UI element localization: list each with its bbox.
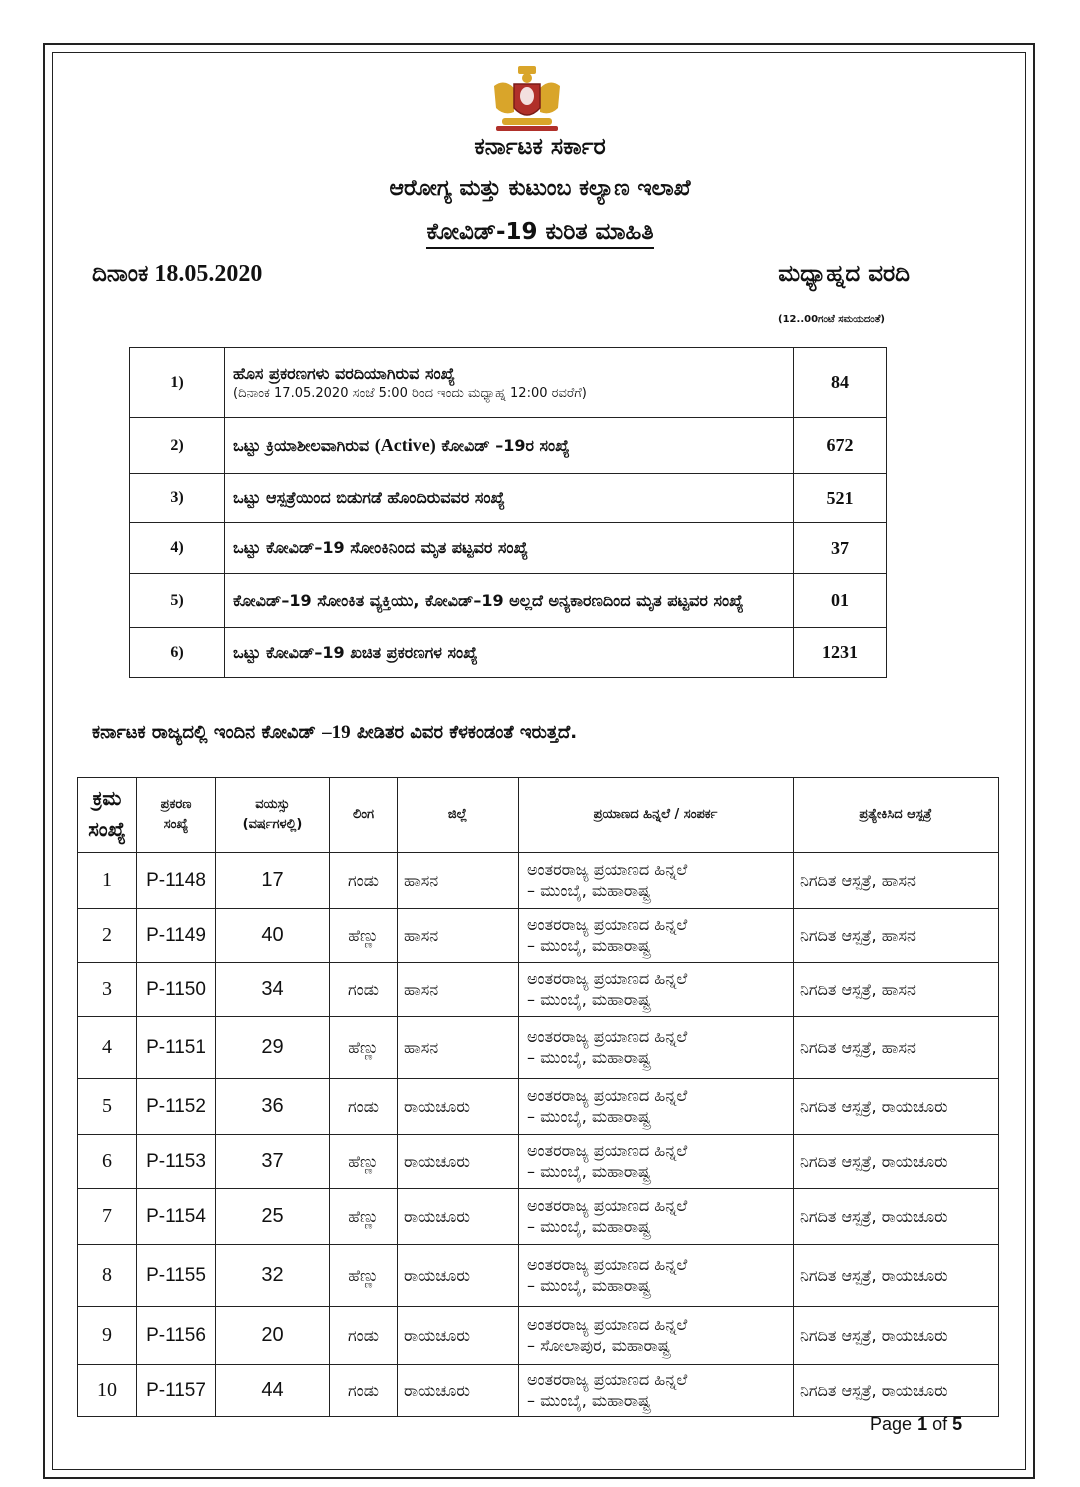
summary-value: 01 bbox=[794, 574, 887, 628]
cell-hospital: ನಿಗದಿತ ಆಸ್ಪತ್ರೆ, ರಾಯಚೂರು bbox=[794, 1189, 999, 1245]
date-label: ದಿನಾಂಕ bbox=[92, 261, 149, 287]
cell-age: 36 bbox=[216, 1079, 330, 1135]
case-details-intro bbox=[92, 722, 577, 744]
summary-index: 3) bbox=[130, 474, 225, 523]
page-number: 1 bbox=[917, 1414, 928, 1434]
travel-line-2: – ಮುಂಬೈ, ಮಹಾರಾಷ್ಟ್ರ bbox=[527, 935, 651, 955]
cell-travel-history bbox=[519, 853, 794, 909]
cell-age: 37 bbox=[216, 1135, 330, 1189]
cell-travel-history bbox=[519, 909, 794, 963]
cell-hospital: ನಿಗದಿತ ಆಸ್ಪತ್ರೆ, ಹಾಸನ bbox=[794, 1017, 999, 1079]
travel-line-1: ಅಂತರರಾಜ್ಯ ಪ್ರಯಾಣದ ಹಿನ್ನಲೆ bbox=[527, 1195, 688, 1215]
cell-age: 20 bbox=[216, 1307, 330, 1365]
summary-index: 2) bbox=[130, 418, 225, 474]
travel-line-2: – ಮುಂಬೈ, ಮಹಾರಾಷ್ಟ್ರ bbox=[527, 1161, 651, 1181]
cell-travel-history bbox=[519, 1135, 794, 1189]
travel-line-1: ಅಂತರರಾಜ್ಯ ಪ್ರಯಾಣದ ಹಿನ್ನಲೆ bbox=[527, 1254, 688, 1274]
intro-num: –19 bbox=[322, 722, 351, 743]
header-serial-l1: ಕ್ರಮ bbox=[92, 788, 122, 810]
cell-age: 25 bbox=[216, 1189, 330, 1245]
travel-line-1: ಅಂತರರಾಜ್ಯ ಪ್ರಯಾಣದ ಹಿನ್ನಲೆ bbox=[527, 968, 688, 988]
summary-index: 6) bbox=[130, 628, 225, 678]
cell-travel-history bbox=[519, 963, 794, 1017]
report-type: ಮಧ್ಯಾಹ್ನದ ವರದಿ bbox=[778, 261, 910, 287]
cell-hospital: ನಿಗದಿತ ಆಸ್ಪತ್ರೆ, ಹಾಸನ bbox=[794, 853, 999, 909]
cell-case-number: P-1152 bbox=[137, 1079, 216, 1135]
summary-value: 521 bbox=[794, 474, 887, 523]
cell-case-number: P-1154 bbox=[137, 1189, 216, 1245]
cell-travel-history bbox=[519, 1365, 794, 1417]
cell-district: ರಾಯಚೂರು bbox=[398, 1135, 519, 1189]
cell-serial: 9 bbox=[78, 1307, 137, 1365]
header-age-l1: ವಯಸ್ಸು bbox=[255, 796, 290, 812]
cell-hospital: ನಿಗದಿತ ಆಸ್ಪತ್ರೆ, ರಾಯಚೂರು bbox=[794, 1365, 999, 1417]
travel-line-1: ಅಂತರರಾಜ್ಯ ಪ್ರಯಾಣದ ಹಿನ್ನಲೆ bbox=[527, 1314, 688, 1334]
table-row bbox=[78, 1245, 999, 1307]
cell-travel-history bbox=[519, 1307, 794, 1365]
summary-value: 37 bbox=[794, 523, 887, 574]
travel-line-1: ಅಂತರರಾಜ್ಯ ಪ್ರಯಾಣದ ಹಿನ್ನಲೆ bbox=[527, 1026, 688, 1046]
header-age bbox=[216, 778, 330, 853]
summary-label: ಒಟ್ಟು ಕೋವಿಡ್–19 ಖಚಿತ ಪ್ರಕರಣಗಳ ಸಂಖ್ಯೆ bbox=[225, 628, 794, 678]
date-value: 18.05.2020 bbox=[154, 261, 263, 287]
cell-serial: 10 bbox=[78, 1365, 137, 1417]
cell-sex: ಹೆಣ್ಣು bbox=[330, 909, 398, 963]
summary-index: 5) bbox=[130, 574, 225, 628]
cell-travel-history bbox=[519, 1245, 794, 1307]
cell-sex: ಗಂಡು bbox=[330, 1365, 398, 1417]
table-row bbox=[78, 853, 999, 909]
travel-line-2: – ಮುಂಬೈ, ಮಹಾರಾಷ್ಟ್ರ bbox=[527, 1047, 651, 1067]
cell-sex: ಗಂಡು bbox=[330, 963, 398, 1017]
cases-header-row bbox=[78, 778, 999, 853]
travel-line-1: ಅಂತರರಾಜ್ಯ ಪ್ರಯಾಣದ ಹಿನ್ನಲೆ bbox=[527, 1369, 688, 1389]
travel-line-2: – ಮುಂಬೈ, ಮಹಾರಾಷ್ಟ್ರ bbox=[527, 1216, 651, 1236]
travel-line-1: ಅಂತರರಾಜ್ಯ ಪ್ರಯಾಣದ ಹಿನ್ನಲೆ bbox=[527, 1140, 688, 1160]
header-serial bbox=[78, 778, 137, 853]
summary-row bbox=[130, 574, 887, 628]
summary-label-active: (Active) bbox=[374, 435, 436, 456]
cell-district: ಹಾಸನ bbox=[398, 1017, 519, 1079]
header-case-l2: ಸಂಖ್ಯೆ bbox=[163, 817, 189, 832]
cell-case-number: P-1156 bbox=[137, 1307, 216, 1365]
cell-age: 40 bbox=[216, 909, 330, 963]
summary-label: ಒಟ್ಟು ಕೋವಿಡ್–19 ಸೋಂಕಿನಿಂದ ಮೃತ ಪಟ್ಟವರ ಸಂಖ್ಯೆ bbox=[225, 523, 794, 574]
cell-sex: ಗಂಡು bbox=[330, 1079, 398, 1135]
summary-value: 84 bbox=[794, 348, 887, 418]
travel-line-2: – ಸೋಲಾಪುರ, ಮಹಾರಾಷ್ಟ್ರ bbox=[527, 1335, 671, 1355]
summary-index: 1) bbox=[130, 348, 225, 418]
summary-label: ಕೋವಿಡ್–19 ಸೋಂಕಿತ ವ್ಯಕ್ತಿಯು, ಕೋವಿಡ್–19 ಅಲ್ಲದೆ ಅನ್ಯಕಾರಣದಿಂದ ಮೃತ ಪಟ್ಟವರ ಸಂಖ್ಯೆ bbox=[225, 574, 794, 628]
cell-age: 17 bbox=[216, 853, 330, 909]
cell-district: ಹಾಸನ bbox=[398, 853, 519, 909]
cell-sex: ಹೆಣ್ಣು bbox=[330, 1017, 398, 1079]
cell-serial: 1 bbox=[78, 853, 137, 909]
cell-serial: 2 bbox=[78, 909, 137, 963]
travel-line-1: ಅಂತರರಾಜ್ಯ ಪ್ರಯಾಣದ ಹಿನ್ನಲೆ bbox=[527, 1085, 688, 1105]
cell-district: ರಾಯಚೂರು bbox=[398, 1245, 519, 1307]
of-word: of bbox=[932, 1414, 948, 1434]
report-date bbox=[92, 261, 262, 288]
cell-sex: ಹೆಣ್ಣು bbox=[330, 1245, 398, 1307]
cell-serial: 7 bbox=[78, 1189, 137, 1245]
table-row bbox=[78, 963, 999, 1017]
cell-age: 44 bbox=[216, 1365, 330, 1417]
intro-pre: ಕರ್ನಾಟಕ ರಾಜ್ಯದಲ್ಲಿ ಇಂದಿನ ಕೋವಿಡ್ bbox=[92, 722, 316, 743]
summary-row bbox=[130, 474, 887, 523]
page-indicator bbox=[870, 1414, 962, 1435]
cell-case-number: P-1155 bbox=[137, 1245, 216, 1307]
cell-sex: ಹೆಣ್ಣು bbox=[330, 1135, 398, 1189]
cell-sex: ಹೆಣ್ಣು bbox=[330, 1189, 398, 1245]
summary-value: 672 bbox=[794, 418, 887, 474]
summary-row bbox=[130, 523, 887, 574]
summary-row bbox=[130, 348, 887, 418]
cell-case-number: P-1153 bbox=[137, 1135, 216, 1189]
summary-row bbox=[130, 418, 887, 474]
cell-sex: ಗಂಡು bbox=[330, 1307, 398, 1365]
travel-line-2: – ಮುಂಬೈ, ಮಹಾರಾಷ್ಟ್ರ bbox=[527, 1390, 651, 1410]
cell-district: ಹಾಸನ bbox=[398, 963, 519, 1017]
cell-serial: 3 bbox=[78, 963, 137, 1017]
cell-district: ರಾಯಚೂರು bbox=[398, 1189, 519, 1245]
header-hospital: ಪ್ರತ್ಯೇಕಿಸಿದ ಆಸ್ಪತ್ರೆ bbox=[794, 778, 999, 853]
cell-travel-history bbox=[519, 1017, 794, 1079]
table-row bbox=[78, 1365, 999, 1417]
table-row bbox=[78, 1079, 999, 1135]
cell-district: ಹಾಸನ bbox=[398, 909, 519, 963]
timing-note: (12..00ಗಂಟೆ ಸಮಯದಂತೆ) bbox=[778, 314, 885, 325]
header-sex: ಲಿಂಗ bbox=[330, 778, 398, 853]
summary-table bbox=[129, 347, 887, 678]
cases-table bbox=[77, 777, 999, 1417]
header-age-l2: (ವರ್ಷಗಳಲ್ಲಿ) bbox=[242, 817, 303, 832]
cell-district: ರಾಯಚೂರು bbox=[398, 1307, 519, 1365]
department-title: ಆರೋಗ್ಯ ಮತ್ತು ಕುಟುಂಬ ಕಲ್ಯಾಣ ಇಲಾಖೆ bbox=[389, 176, 691, 201]
cell-age: 29 bbox=[216, 1017, 330, 1079]
cell-hospital: ನಿಗದಿತ ಆಸ್ಪತ್ರೆ, ರಾಯಚೂರು bbox=[794, 1135, 999, 1189]
summary-index: 4) bbox=[130, 523, 225, 574]
table-row bbox=[78, 1189, 999, 1245]
travel-line-2: – ಮುಂಬೈ, ಮಹಾರಾಷ್ಟ್ರ bbox=[527, 1106, 651, 1126]
travel-line-1: ಅಂತರರಾಜ್ಯ ಪ್ರಯಾಣದ ಹಿನ್ನಲೆ bbox=[527, 914, 688, 934]
table-row bbox=[78, 1017, 999, 1079]
cell-hospital: ನಿಗದಿತ ಆಸ್ಪತ್ರೆ, ರಾಯಚೂರು bbox=[794, 1245, 999, 1307]
cell-case-number: P-1150 bbox=[137, 963, 216, 1017]
table-row bbox=[78, 1135, 999, 1189]
cases-body bbox=[78, 853, 999, 1417]
travel-line-2: – ಮುಂಬೈ, ಮಹಾರಾಷ್ಟ್ರ bbox=[527, 880, 651, 900]
intro-post: ಪೀಡಿತರ ವಿವರ ಕೆಳಕಂಡಂತೆ ಇರುತ್ತದೆ. bbox=[356, 722, 578, 743]
cell-travel-history bbox=[519, 1079, 794, 1135]
summary-sublabel: (ದಿನಾಂಕ 17.05.2020 ಸಂಜೆ 5:00 ರಿಂದ ಇಂದು ಮಧ್ಯಾಹ್ನ 12:00 ರವರೆಗೆ) bbox=[233, 385, 587, 401]
cell-serial: 5 bbox=[78, 1079, 137, 1135]
cell-case-number: P-1149 bbox=[137, 909, 216, 963]
table-row bbox=[78, 1307, 999, 1365]
cell-sex: ಗಂಡು bbox=[330, 853, 398, 909]
cell-hospital: ನಿಗದಿತ ಆಸ್ಪತ್ರೆ, ಹಾಸನ bbox=[794, 963, 999, 1017]
summary-row bbox=[130, 628, 887, 678]
cell-age: 34 bbox=[216, 963, 330, 1017]
document-subject bbox=[0, 219, 1080, 245]
page-total: 5 bbox=[952, 1414, 963, 1434]
cell-district: ರಾಯಚೂರು bbox=[398, 1365, 519, 1417]
travel-line-2: – ಮುಂಬೈ, ಮಹಾರಾಷ್ಟ್ರ bbox=[527, 989, 651, 1009]
cell-hospital: ನಿಗದಿತ ಆಸ್ಪತ್ರೆ, ಹಾಸನ bbox=[794, 909, 999, 963]
header-travel-history: ಪ್ರಯಾಣದ ಹಿನ್ನಲೆ / ಸಂಪರ್ಕ bbox=[519, 778, 794, 853]
summary-value: 1231 bbox=[794, 628, 887, 678]
travel-line-1: ಅಂತರರಾಜ್ಯ ಪ್ರಯಾಣದ ಹಿನ್ನಲೆ bbox=[527, 859, 688, 879]
table-row bbox=[78, 909, 999, 963]
cell-serial: 8 bbox=[78, 1245, 137, 1307]
document-subject-text: ಕೋವಿಡ್-19 ಕುರಿತ ಮಾಹಿತಿ bbox=[426, 219, 653, 249]
cell-case-number: P-1148 bbox=[137, 853, 216, 909]
cell-district: ರಾಯಚೂರು bbox=[398, 1079, 519, 1135]
summary-label bbox=[225, 348, 794, 418]
karnataka-state-emblem-icon bbox=[484, 64, 570, 134]
header-district: ಜಿಲ್ಲೆ bbox=[398, 778, 519, 853]
cell-hospital: ನಿಗದಿತ ಆಸ್ಪತ್ರೆ, ರಾಯಚೂರು bbox=[794, 1307, 999, 1365]
summary-label-text: ಹೊಸ ಪ್ರಕರಣಗಳು ವರದಿಯಾಗಿರುವ ಸಂಖ್ಯೆ bbox=[233, 363, 456, 383]
summary-label: ಒಟ್ಟು ಆಸ್ಪತ್ರೆಯಿಂದ ಬಿಡುಗಡೆ ಹೊಂದಿರುವವರ ಸಂಖ್ಯೆ bbox=[225, 474, 794, 523]
header-serial-l2: ಸಂಖ್ಯೆ bbox=[88, 819, 126, 841]
cell-serial: 4 bbox=[78, 1017, 137, 1079]
government-title: ಕರ್ನಾಟಕ ಸರ್ಕಾರ bbox=[474, 134, 606, 160]
cell-case-number: P-1157 bbox=[137, 1365, 216, 1417]
summary-label-pre: ಒಟ್ಟು ಕ್ರಿಯಾಶೀಲವಾಗಿರುವ bbox=[233, 436, 370, 456]
cell-age: 32 bbox=[216, 1245, 330, 1307]
summary-label-post: ಕೋವಿಡ್ –19ರ ಸಂಖ್ಯೆ bbox=[441, 436, 570, 456]
travel-line-2: – ಮುಂಬೈ, ಮಹಾರಾಷ್ಟ್ರ bbox=[527, 1275, 651, 1295]
cell-case-number: P-1151 bbox=[137, 1017, 216, 1079]
summary-label bbox=[225, 418, 794, 474]
cell-travel-history bbox=[519, 1189, 794, 1245]
page-word: Page bbox=[870, 1414, 913, 1434]
header-case-number bbox=[137, 778, 216, 853]
cell-hospital: ನಿಗದಿತ ಆಸ್ಪತ್ರೆ, ರಾಯಚೂರು bbox=[794, 1079, 999, 1135]
cell-serial: 6 bbox=[78, 1135, 137, 1189]
header-case-l1: ಪ್ರಕರಣ bbox=[160, 796, 192, 812]
